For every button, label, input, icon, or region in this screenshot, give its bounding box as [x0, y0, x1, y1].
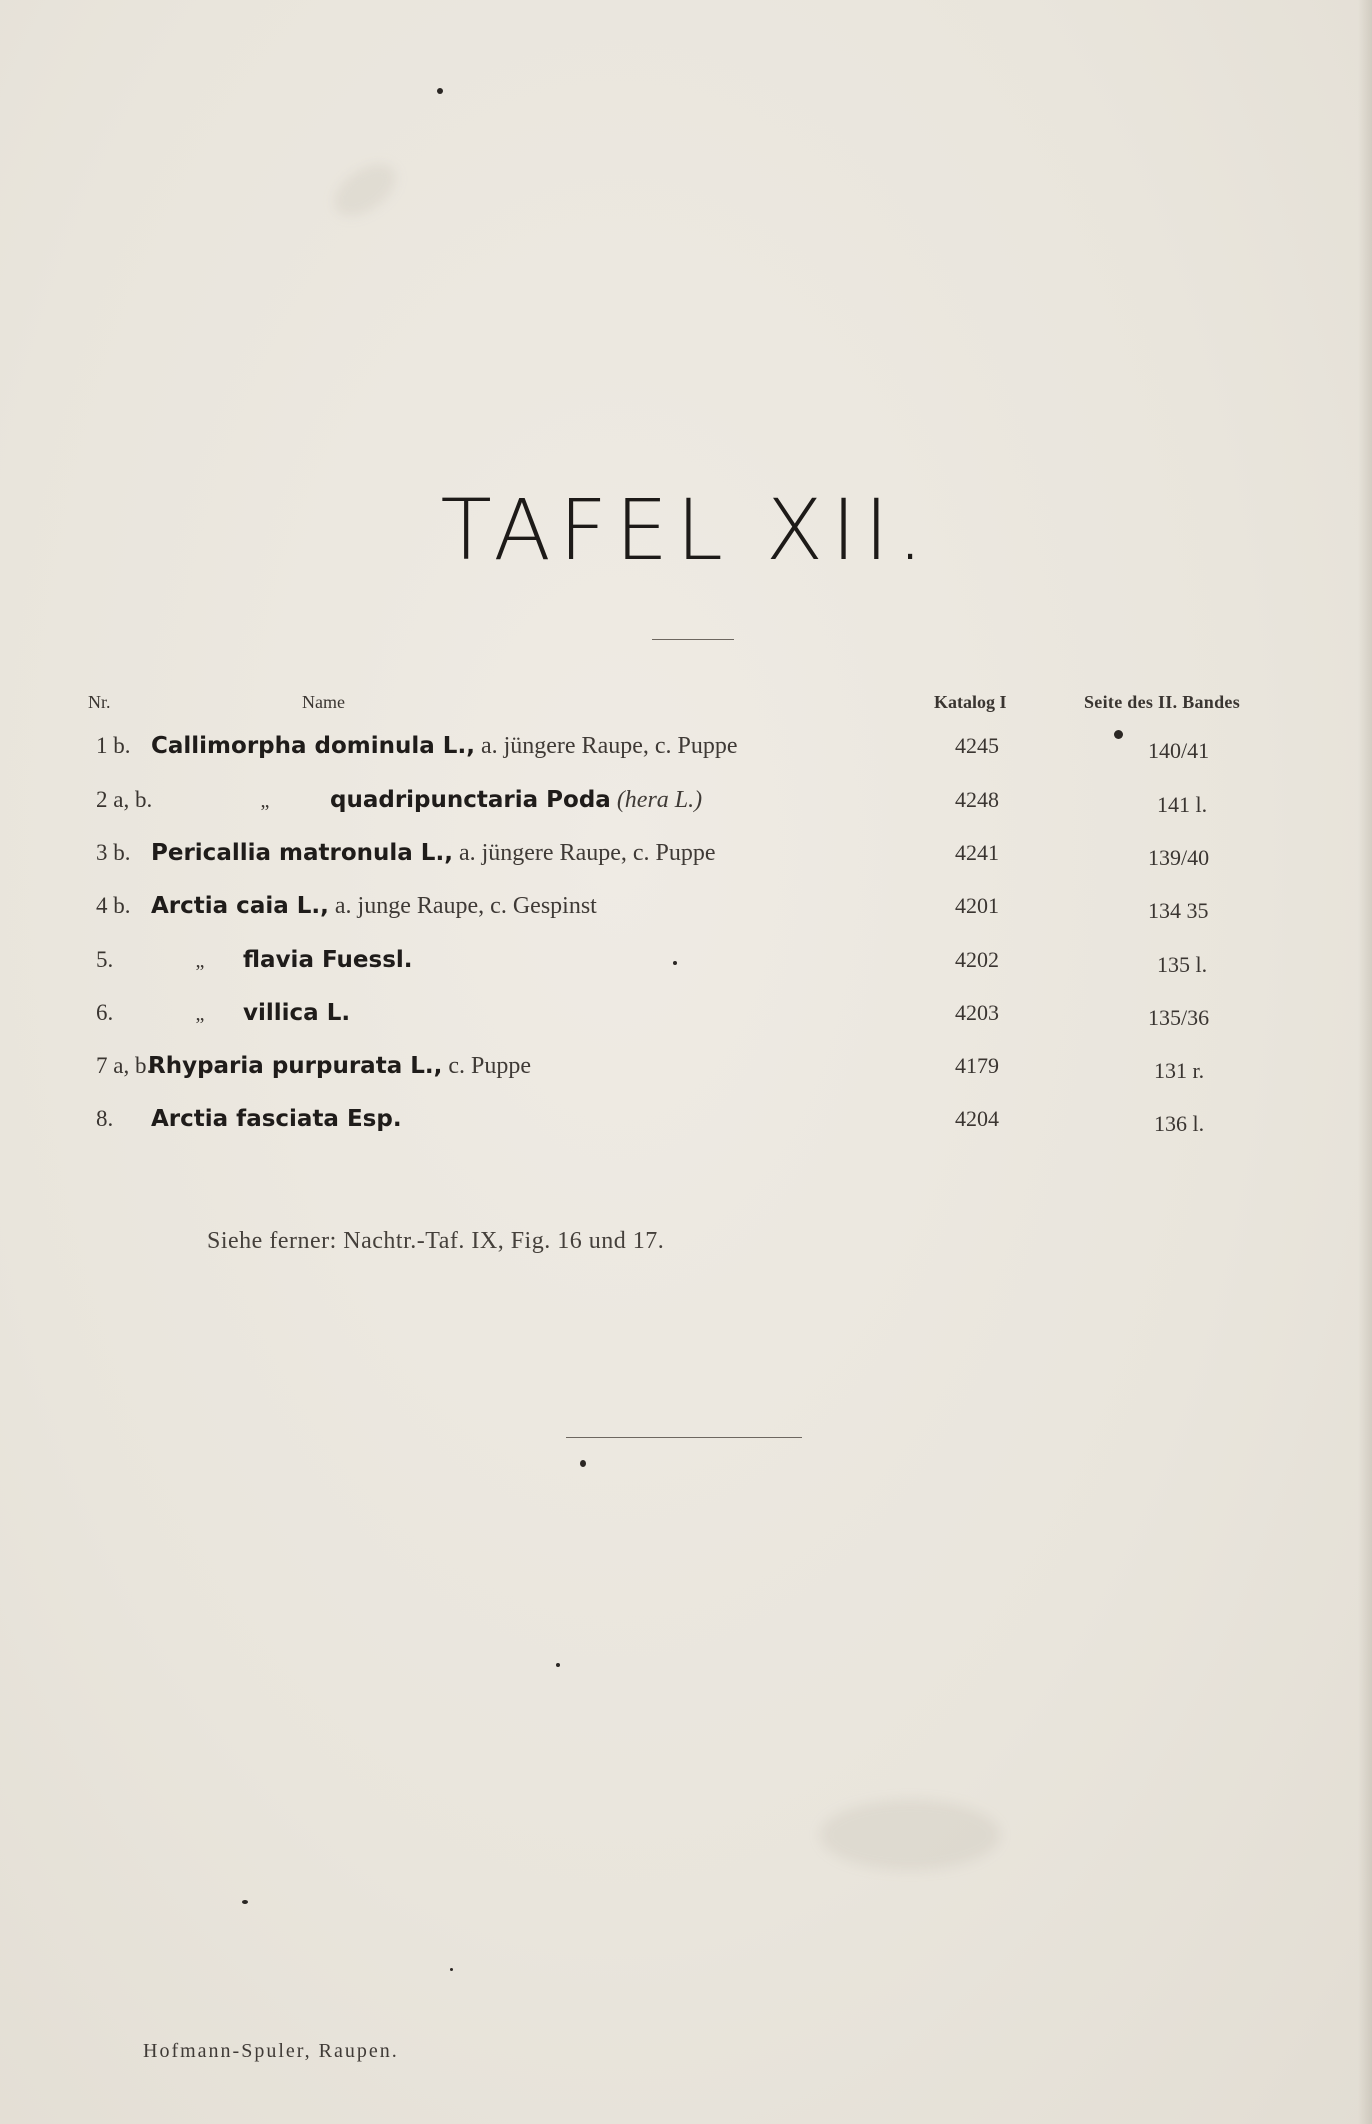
ditto-mark: „: [195, 950, 205, 972]
ink-speck: [556, 1663, 560, 1667]
species-name: [151, 733, 738, 760]
katalog-number: 4201: [955, 893, 999, 918]
page-reference: 131 r.: [1154, 1058, 1205, 1083]
table-row: [0, 947, 1372, 987]
species-binomial: villica L.: [243, 1000, 351, 1026]
species-synonym: (hera L.): [616, 787, 703, 813]
row-number: 6.: [96, 1000, 114, 1025]
page-reference: 141 l.: [1157, 792, 1208, 817]
species-binomial: Arctia fasciata Esp.: [151, 1106, 402, 1132]
katalog-number: 4203: [955, 1000, 999, 1025]
katalog-number: 4179: [955, 1053, 999, 1078]
footer-signature: Hofmann-Spuler, Raupen.: [143, 2040, 399, 2062]
ink-speck: [437, 88, 443, 94]
row-number: 4 b.: [96, 893, 131, 918]
row-number: 7 a, b.: [96, 1053, 153, 1078]
table-row: [0, 1000, 1372, 1040]
species-name: [151, 893, 597, 920]
page-reference: 134 35: [1148, 898, 1209, 923]
row-number: 2 a, b.: [96, 787, 153, 812]
table-row: [0, 787, 1372, 827]
column-header-katalog: Katalog I: [934, 692, 1007, 712]
row-number: 1 b.: [96, 733, 131, 758]
species-name: [151, 840, 716, 867]
page-title: TAFEL XII.: [440, 481, 932, 579]
species-binomial: Pericallia matronula L.,: [151, 840, 453, 866]
page-reference: 139/40: [1148, 845, 1210, 870]
page-reference: 135/36: [1148, 1005, 1210, 1030]
species-stages: a. junge Raupe, c. Gespinst: [334, 893, 597, 919]
species-stages: a. jüngere Raupe, c. Puppe: [458, 840, 716, 866]
katalog-number: 4245: [955, 733, 999, 758]
page-reference: 140/41: [1148, 738, 1210, 763]
species-stages: c. Puppe: [448, 1053, 532, 1079]
table-row: [0, 1053, 1372, 1093]
paper-stain: [325, 154, 405, 227]
ink-speck: [450, 1968, 453, 1971]
species-binomial: Arctia caia L.,: [151, 893, 329, 919]
table-row: [0, 1106, 1372, 1146]
row-number: 8.: [96, 1106, 114, 1131]
divider-rule: [652, 639, 734, 640]
katalog-number: 4202: [955, 947, 999, 972]
species-binomial: quadripunctaria Poda: [330, 787, 611, 813]
table-row: [0, 893, 1372, 933]
column-header-seite: Seite des II. Bandes: [1084, 692, 1241, 712]
page-reference: 136 l.: [1154, 1111, 1205, 1136]
ditto-mark: „: [260, 790, 270, 812]
species-stages: a. jüngere Raupe, c. Puppe: [480, 733, 738, 759]
species-name: [148, 1053, 531, 1080]
cross-reference-note: Siehe ferner: Nachtr.-Taf. IX, Fig. 16 und 17.: [207, 1228, 665, 1254]
species-binomial: Callimorpha dominula L.,: [151, 733, 475, 759]
row-number: 5.: [96, 947, 114, 972]
column-header-nr: Nr.: [88, 692, 111, 712]
species-name: [163, 947, 413, 974]
ink-speck: [580, 1460, 586, 1467]
ink-speck: [242, 1900, 248, 1904]
paper-stain: [820, 1800, 1000, 1870]
katalog-number: 4241: [955, 840, 999, 865]
katalog-number: 4204: [955, 1106, 999, 1131]
species-binomial: Rhyparia purpurata L.,: [148, 1053, 443, 1079]
species-name: [163, 1000, 350, 1027]
ditto-mark: „: [195, 1003, 205, 1025]
species-binomial: flavia Fuessl.: [243, 947, 413, 973]
page-reference: 135 l.: [1157, 952, 1208, 977]
divider-rule: [566, 1437, 802, 1438]
species-name: [206, 787, 702, 814]
column-header-name: Name: [302, 692, 345, 712]
row-number: 3 b.: [96, 840, 131, 865]
species-name: [151, 1106, 402, 1133]
table-row: [0, 733, 1372, 773]
katalog-number: 4248: [955, 787, 999, 812]
table-row: [0, 840, 1372, 880]
